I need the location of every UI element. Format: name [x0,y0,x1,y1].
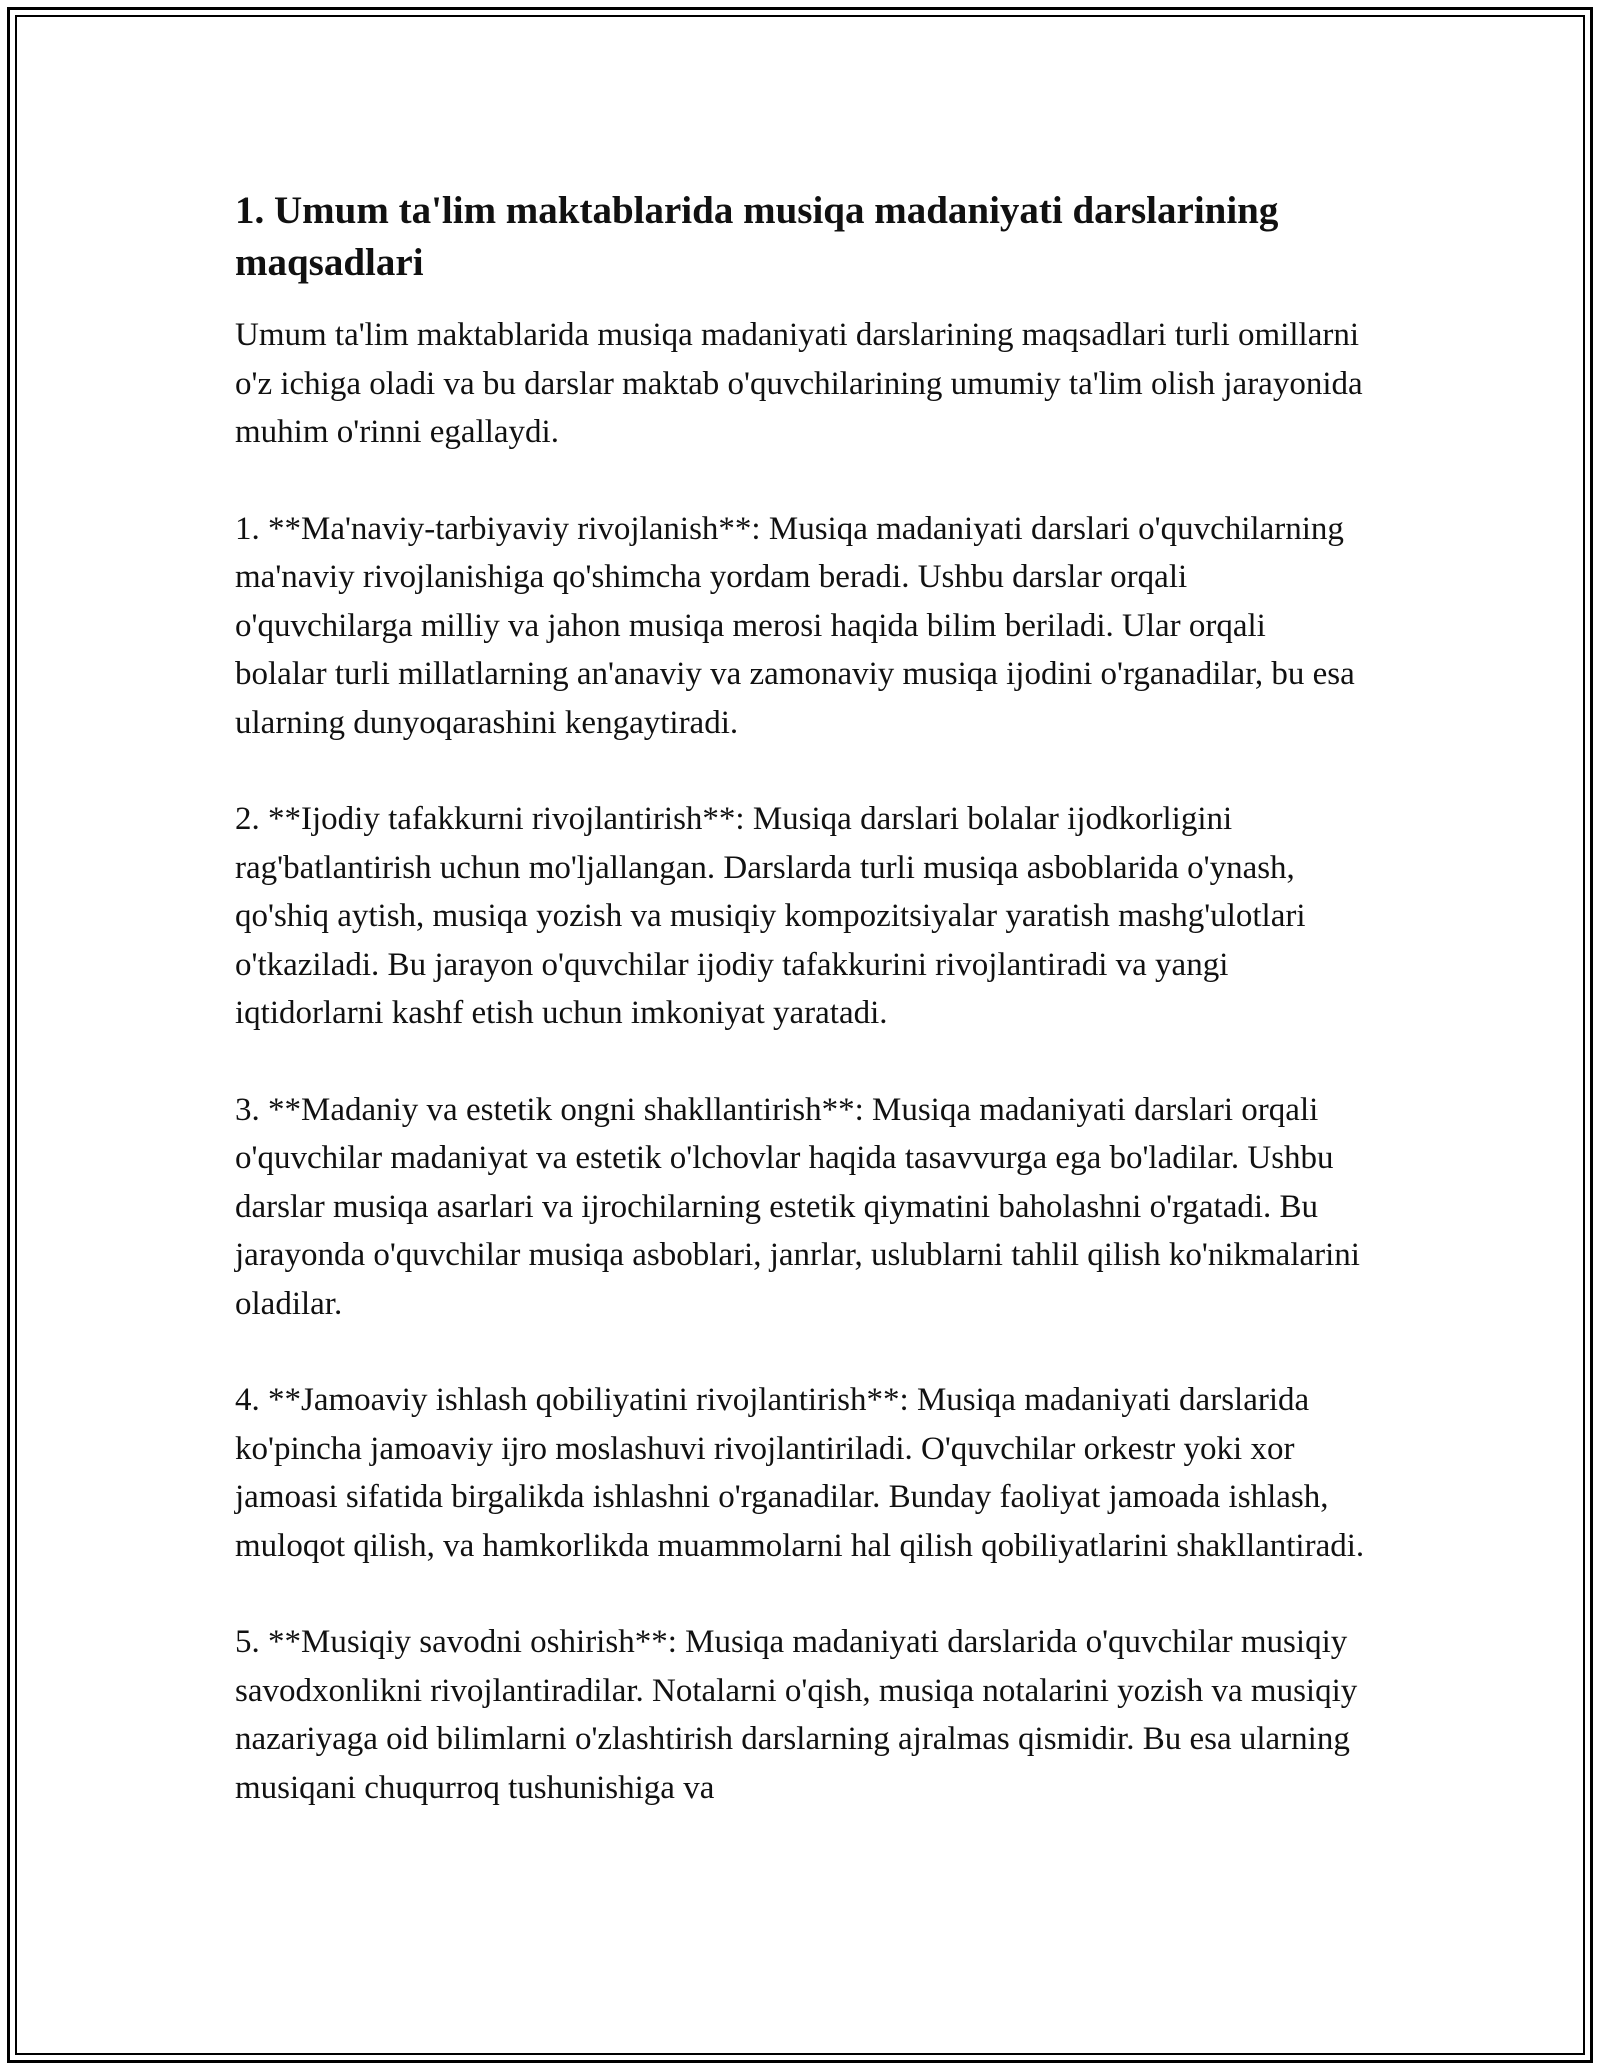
page-title: 1. Umum ta'lim maktablarida musiqa madaniyati darslarining maqsadlari [235,189,1279,284]
point-paragraph-2: 2. **Ijodiy tafakkurni rivojlantirish**: Musiqa darslari bolalar ijodkorligini rag'batlantirish uchun mo'ljallangan. Darslarda turli musiqa asboblarida o'ynash, qo'shiq aytish, musiqa yozish va musiqiy kompozitsiyalar yaratish mashg'ulotlari o'tkaziladi. Bu jarayon o'quvchilar ijodiy tafakkurini rivojlantiradi va yangi iqtidorlarni kashf etish uchun imkoniyat yaratadi. [235,801,1306,1031]
document-body [235,185,1365,1860]
point-paragraph-3: 3. **Madaniy va estetik ongni shakllantirish**: Musiqa madaniyati darslari orqali o'quvchilar madaniyat va estetik o'lchovlar haqida tasavvurga ega bo'ladilar. Ushbu darslar musiqa asarlari va ijrochilarning estetik qiymatini baholashni o'rgatadi. Bu jarayonda o'quvchilar musiqa asboblari, janrlar, uslublarni tahlil qilish ko'nikmalarini oladilar. [235,1091,1360,1322]
point-paragraph-4: 4. **Jamoaviy ishlash qobiliyatini rivojlantirish**: Musiqa madaniyati darslarida ko'pincha jamoaviy ijro moslashuvi rivojlantiriladi. O'quvchilar orkestr yoki xor jamoasi sifatida birgalikda ishlashni o'rganadilar. Bunday faoliyat jamoada ishlash, muloqot qilish, va hamkorlikda muammolarni hal qilish qobiliyatlarini shakllantiradi. [235,1382,1365,1564]
point-paragraph-1: 1. **Ma'naviy-tarbiyaviy rivojlanish**: Musiqa madaniyati darslari o'quvchilarning ma'naviy rivojlanishiga qo'shimcha yordam beradi. Ushbu darslar orqali o'quvchilarga milliy va jahon musiqa merosi haqida bilim beriladi. Ular orqali bolalar turli millatlarning an'anaviy va zamonaviy musiqa ijodini o'rganadilar, bu esa ularning dunyoqarashini kengaytiradi. [235,510,1355,741]
intro-paragraph: Umum ta'lim maktablarida musiqa madaniyati darslarining maqsadlari turli omillarni o'z ichiga oladi va bu darslar maktab o'quvchilarining umumiy ta'lim olish jarayonida muhim o'rinni egallaydi. [235,317,1363,450]
point-paragraph-5: 5. **Musiqiy savodni oshirish**: Musiqa madaniyati darslarida o'quvchilar musiqiy savodxonlikni rivojlantiradilar. Notalarni o'qish, musiqa notalarini yozish va musiqiy nazariyaga oid bilimlarni o'zlashtirish darslarning ajralmas qismidir. Bu esa ularning musiqani chuqurroq tushunishiga va [235,1624,1358,1806]
